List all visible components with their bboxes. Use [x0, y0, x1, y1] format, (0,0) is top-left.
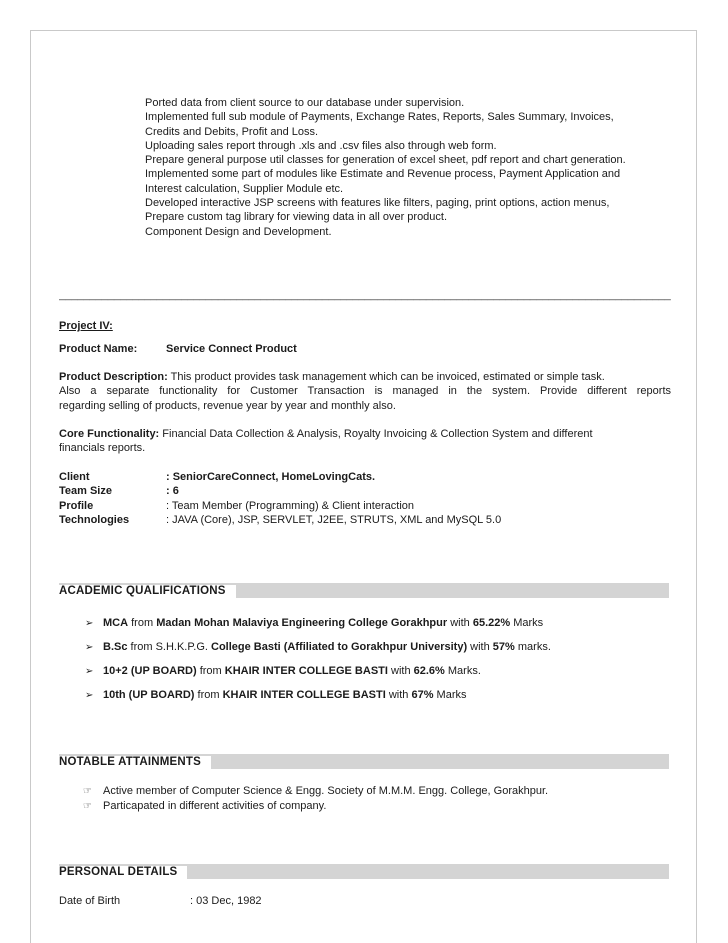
- notable-attainments-section-bar: [59, 754, 669, 769]
- profile-value: : Team Member (Programming) & Client interaction: [166, 499, 414, 512]
- separator-line: ____________________________________________________________________________________________________: [59, 289, 671, 301]
- core-functionality-line: financials reports.: [59, 442, 146, 455]
- pointing-hand-bullet-icon: ☞: [83, 801, 92, 813]
- academic-qualifications-heading: ACADEMIC QUALIFICATIONS: [59, 585, 236, 598]
- work-item-line: Interest calculation, Supplier Module etc.: [145, 182, 344, 195]
- arrow-bullet-icon: ➢: [85, 641, 94, 653]
- work-item-line: Uploading sales report through .xls and .csv files also through web form.: [145, 139, 497, 152]
- client-row: [59, 470, 501, 484]
- academic-item-text: B.Sc from S.H.K.P.G. College Basti (Affiliated to Gorakhpur University) with 57% marks.: [103, 640, 551, 653]
- attainment-item-text: Active member of Computer Science & Engg. Society of M.M.M. Engg. College, Gorakhpur.: [103, 785, 549, 797]
- academic-item-text: 10th (UP BOARD) from KHAIR INTER COLLEGE BASTI with 67% Marks: [103, 688, 467, 701]
- core-functionality: [59, 427, 671, 456]
- product-description-line: Also a separate functionality for Customer Transaction is managed in the system. Provide different reports: [59, 385, 671, 398]
- team-size-label: Team Size: [59, 485, 112, 498]
- attainment-item: [83, 799, 548, 814]
- technologies-label: Technologies: [59, 513, 130, 526]
- arrow-bullet-icon: ➢: [85, 665, 94, 677]
- date-of-birth-row: [59, 894, 262, 908]
- work-item-line: Credits and Debits, Profit and Loss.: [145, 125, 319, 138]
- pointing-hand-bullet-icon: ☞: [83, 786, 92, 797]
- work-item-line: Component Design and Development.: [145, 225, 332, 238]
- academic-item-text: MCA from Madan Mohan Malaviya Engineering College Gorakhpur with 65.22% Marks: [103, 617, 544, 629]
- work-items-list: [145, 96, 626, 239]
- project-heading: Project IV:: [59, 320, 113, 332]
- date-of-birth-label: Date of Birth: [59, 895, 121, 907]
- work-item-line: Ported data from client source to our database under supervision.: [145, 97, 465, 109]
- notable-attainments-heading: NOTABLE ATTAINMENTS: [59, 756, 211, 769]
- arrow-bullet-icon: ➢: [85, 618, 94, 629]
- product-name-row: [59, 342, 297, 356]
- profile-row: [59, 499, 501, 513]
- profile-label: Profile: [59, 499, 94, 512]
- academic-item-text: 10+2 (UP BOARD) from KHAIR INTER COLLEGE BASTI with 62.6% Marks.: [103, 664, 481, 677]
- work-item-line: Developed interactive JSP screens with features like filters, paging, print options, action menus,: [145, 197, 610, 210]
- academic-item: [85, 640, 551, 655]
- academic-item: [85, 664, 551, 679]
- personal-details-section-bar: [59, 864, 669, 879]
- technologies-value: : JAVA (Core), JSP, SERVLET, J2EE, STRUTS, XML and MySQL 5.0: [166, 513, 502, 526]
- work-item-line: Implemented full sub module of Payments, Exchange Rates, Reports, Sales Summary, Invoices,: [145, 111, 614, 124]
- product-description: [59, 370, 671, 413]
- team-size-value: : 6: [166, 485, 179, 498]
- product-description-line: regarding selling of products, revenue year by year and monthly also.: [59, 399, 396, 412]
- technologies-row: [59, 513, 501, 527]
- arrow-bullet-icon: ➢: [85, 689, 94, 701]
- work-item-line: Prepare custom tag library for viewing data in all over product.: [145, 211, 448, 224]
- client-label: Client: [59, 471, 90, 483]
- work-item-line: Prepare general purpose util classes for generation of excel sheet, pdf report and chart generation.: [145, 154, 626, 167]
- personal-details-list: [59, 894, 262, 908]
- academic-item: [85, 616, 551, 631]
- academic-item: [85, 688, 551, 703]
- team-size-row: [59, 484, 501, 498]
- product-name-value: Service Connect Product: [166, 343, 297, 355]
- work-item-line: Implemented some part of modules like Estimate and Revenue process, Payment Application and: [145, 168, 621, 181]
- notable-attainments-list: [83, 784, 548, 815]
- product-name-label: Product Name:: [59, 343, 138, 355]
- academic-qualifications-list: [85, 616, 551, 712]
- date-of-birth-value: : 03 Dec, 1982: [190, 895, 262, 907]
- project-details: [59, 470, 501, 527]
- product-description-line: Product Description: This product provides task management which can be invoiced, estimated or simple task.: [59, 371, 605, 383]
- core-functionality-line: Core Functionality: Financial Data Collection & Analysis, Royalty Invoicing & Collection System and different: [59, 428, 593, 440]
- academic-qualifications-section-bar: [59, 583, 669, 598]
- personal-details-heading: PERSONAL DETAILS: [59, 866, 187, 879]
- client-value: : SeniorCareConnect, HomeLovingCats.: [166, 471, 376, 483]
- attainment-item-text: Particapated in different activities of company.: [103, 800, 327, 813]
- attainment-item: [83, 784, 548, 799]
